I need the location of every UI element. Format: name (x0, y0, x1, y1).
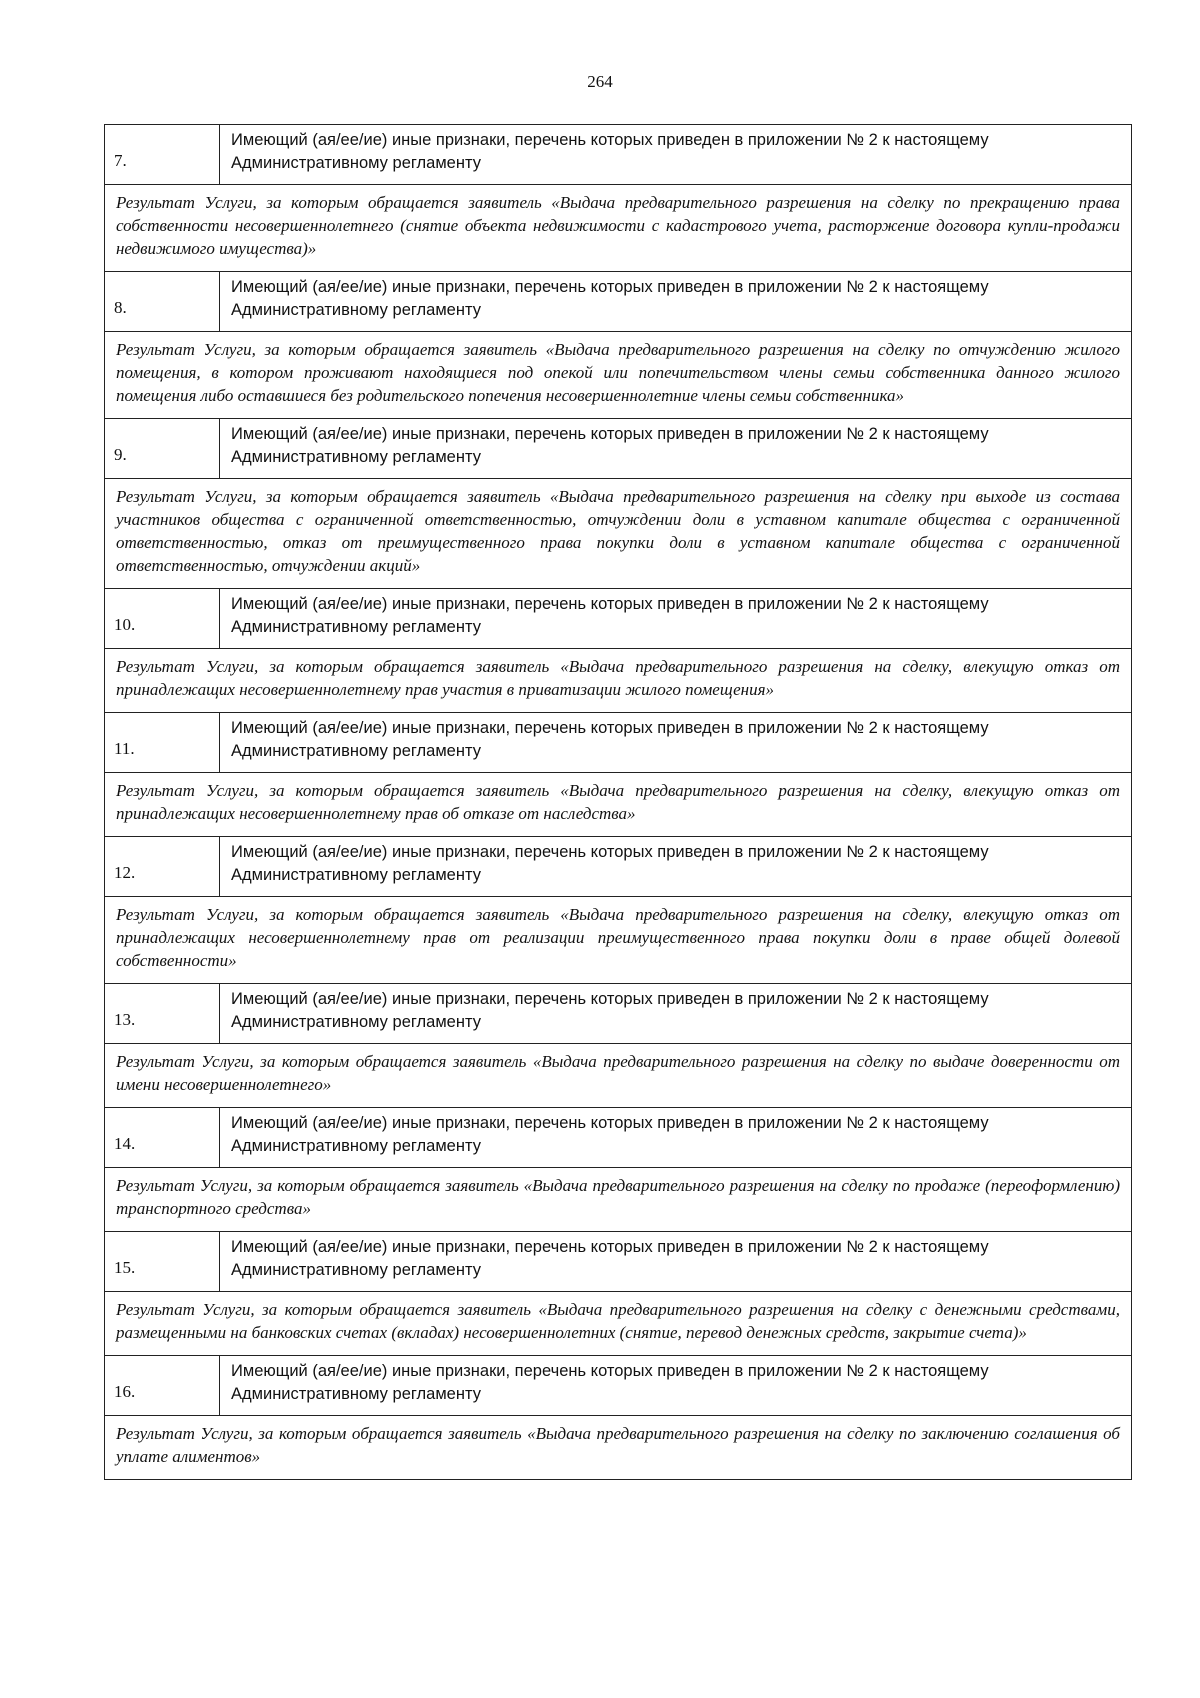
row-number: 16. (105, 1356, 220, 1416)
table-row (105, 837, 1132, 897)
row-number: 9. (105, 419, 220, 479)
criterion-cell: Имеющий (ая/ее/ие) иные признаки, перечень которых приведен в приложении № 2 к настоящему Административному регламенту (220, 837, 1132, 897)
criterion-cell: Имеющий (ая/ее/ие) иные признаки, перечень которых приведен в приложении № 2 к настоящему Административному регламенту (220, 1108, 1132, 1168)
table-row (105, 125, 1132, 185)
page-number: 264 (587, 72, 613, 91)
row-number: 8. (105, 272, 220, 332)
table-row (105, 589, 1132, 649)
result-cell: Результат Услуги, за которым обращается заявитель «Выдача предварительного разрешения на сделку по продаже (переоформлению) транспортного средства» (105, 1168, 1132, 1232)
row-number: 7. (105, 125, 220, 185)
table-row (105, 984, 1132, 1044)
variants-table (104, 124, 1132, 1480)
table-row (105, 897, 1132, 984)
result-cell: Результат Услуги, за которым обращается заявитель «Выдача предварительного разрешения на сделку при выходе из состава участников общества с ограниченной ответственностью, отчуждении доли в уставном капитале общества с ограниченной ответственностью, отказ от преимущественного права покупки доли в уставном капитале общества с ограниченной ответственностью, отчуждении акций» (105, 479, 1132, 589)
criterion-cell: Имеющий (ая/ее/ие) иные признаки, перечень которых приведен в приложении № 2 к настоящему Административному регламенту (220, 272, 1132, 332)
table-row (105, 1108, 1132, 1168)
table-row (105, 649, 1132, 713)
row-number: 14. (105, 1108, 220, 1168)
criterion-cell: Имеющий (ая/ее/ие) иные признаки, перечень которых приведен в приложении № 2 к настоящему Административному регламенту (220, 419, 1132, 479)
table-row (105, 1356, 1132, 1416)
row-number: 11. (105, 713, 220, 773)
row-number: 15. (105, 1232, 220, 1292)
table-row (105, 332, 1132, 419)
row-number: 12. (105, 837, 220, 897)
result-cell: Результат Услуги, за которым обращается заявитель «Выдача предварительного разрешения на сделку, влекущую отказ от принадлежащих несовершеннолетнему прав от реализации преимущественного права покупки доли в праве общей долевой собственности» (105, 897, 1132, 984)
table-row (105, 272, 1132, 332)
row-number: 13. (105, 984, 220, 1044)
criterion-cell: Имеющий (ая/ее/ие) иные признаки, перечень которых приведен в приложении № 2 к настоящему Административному регламенту (220, 125, 1132, 185)
result-cell: Результат Услуги, за которым обращается заявитель «Выдача предварительного разрешения на сделку по заключению соглашения об уплате алиментов» (105, 1416, 1132, 1480)
criterion-cell: Имеющий (ая/ее/ие) иные признаки, перечень которых приведен в приложении № 2 к настоящему Административному регламенту (220, 984, 1132, 1044)
result-cell: Результат Услуги, за которым обращается заявитель «Выдача предварительного разрешения на сделку, влекущую отказ от принадлежащих несовершеннолетнему прав об отказе от наследства» (105, 773, 1132, 837)
table-row (105, 479, 1132, 589)
table-row (105, 185, 1132, 272)
criterion-cell: Имеющий (ая/ее/ие) иные признаки, перечень которых приведен в приложении № 2 к настоящему Административному регламенту (220, 1356, 1132, 1416)
table-row (105, 1168, 1132, 1232)
row-number: 10. (105, 589, 220, 649)
result-cell: Результат Услуги, за которым обращается заявитель «Выдача предварительного разрешения на сделку по прекращению права собственности несовершеннолетнего (снятие объекта недвижимости с кадастрового учета, расторжение договора купли-продажи недвижимого имущества)» (105, 185, 1132, 272)
criterion-cell: Имеющий (ая/ее/ие) иные признаки, перечень которых приведен в приложении № 2 к настоящему Административному регламенту (220, 589, 1132, 649)
table-row (105, 419, 1132, 479)
criterion-cell: Имеющий (ая/ее/ие) иные признаки, перечень которых приведен в приложении № 2 к настоящему Административному регламенту (220, 713, 1132, 773)
table-row (105, 773, 1132, 837)
result-cell: Результат Услуги, за которым обращается заявитель «Выдача предварительного разрешения на сделку, влекущую отказ от принадлежащих несовершеннолетнему прав участия в приватизации жилого помещения» (105, 649, 1132, 713)
table-row (105, 713, 1132, 773)
table-row (105, 1232, 1132, 1292)
result-cell: Результат Услуги, за которым обращается заявитель «Выдача предварительного разрешения на сделку по выдаче доверенности от имени несовершеннолетнего» (105, 1044, 1132, 1108)
result-cell: Результат Услуги, за которым обращается заявитель «Выдача предварительного разрешения на сделку по отчуждению жилого помещения, в котором проживают находящиеся под опекой или попечительством члены семьи собственника данного жилого помещения либо оставшиеся без родительского попечения несовершеннолетние члены семьи собственника» (105, 332, 1132, 419)
criterion-cell: Имеющий (ая/ее/ие) иные признаки, перечень которых приведен в приложении № 2 к настоящему Административному регламенту (220, 1232, 1132, 1292)
table-row (105, 1044, 1132, 1108)
table-row (105, 1292, 1132, 1356)
table-row (105, 1416, 1132, 1480)
result-cell: Результат Услуги, за которым обращается заявитель «Выдача предварительного разрешения на сделку с денежными средствами, размещенными на банковских счетах (вкладах) несовершеннолетних (снятие, перевод денежных средств, закрытие счета)» (105, 1292, 1132, 1356)
